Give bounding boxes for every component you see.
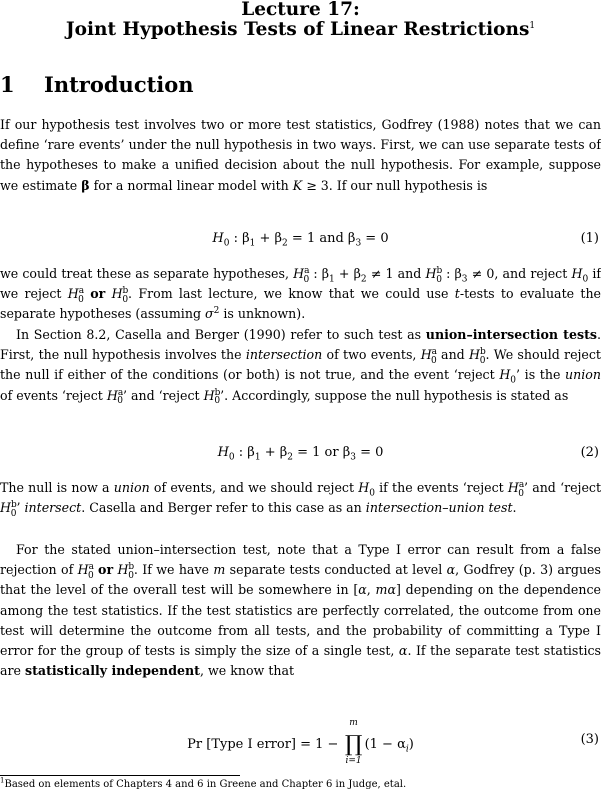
equation-3: Pr [Type I error] = 1 − m ∏ i=1 $(1 - \alpha_i)$ (3) — [187, 718, 599, 766]
equation-3-number: (3) — [580, 732, 599, 747]
equation-1: $H_0$ : $\beta_1 + \beta_2 = 1$ and $\beta_3 = 0$ (1) — [212, 231, 599, 249]
lecture-number: Lecture 17: — [241, 0, 360, 20]
section-title: Introduction — [44, 72, 194, 97]
lecture-title — [0, 20, 601, 39]
equation-1-number: (1) — [580, 231, 599, 246]
paragraph-5: For the stated union–intersection test, note that a Type I error can result from a false rejection of $H^a_0$ or $H^b_0$. If we have m separate tests conducted at level α, Godfrey (p. 3) argues that the level of the overall test will be somewhere in [α, mα] depending on the dependence among the test statistics. If the test statistics are perfectly correlated, the outcome from one test will determine the outcome from all tests, and the probability of committing a Type I error for the group of tests is simply the size of a single test, α. If the separate test statistics are statistically independent, we know that — [0, 542, 601, 679]
footnote-rule — [0, 775, 240, 776]
footnote: $^1$Based on elements of Chapters 4 and 6 in Greene and Chapter 6 in Judge, etal. — [0, 776, 407, 790]
lecture-title-text: Joint Hypothesis Tests of Linear Restrictions — [65, 19, 530, 40]
equation-2: $H_0$ : $\beta_1 + \beta_2 = 1$ or $\beta_3 = 0$ (2) — [217, 445, 599, 463]
equation-2-number: (2) — [580, 445, 599, 460]
footnote-text: Based on elements of Chapters 4 and 6 in Greene and Chapter 6 in Judge, etal. — [4, 779, 407, 790]
title-footnote-mark: 1 — [529, 20, 536, 31]
paragraph-2: we could treat these as separate hypotheses, $H^a_0$ : $\beta_1 + \beta_2 \ne 1$ and $H^b_0$ : $\beta_3 \ne 0$, and reject $H_0$ if we reject $H^a_0$ or $H^b_0$. From last lecture, we know that we could use t-tests to evaluate the separate hypotheses (assuming $\sigma^2$ is unknown). — [0, 265, 601, 322]
section-number: 1 — [0, 72, 15, 97]
section-heading — [0, 72, 194, 97]
paragraph-3: In Section 8.2, Casella and Berger (1990) refer to such test as union–intersection tests. First, the null hypothesis involves the intersection of two events, $H^a_0$ and $H^b_0$. We should reject the null if either of the conditions (or both) is not true, and the event ‘reject $H_0$’ is the union of events ‘reject $H^a_0$’ and ‘reject $H^b_0$’. Accordingly, suppose the null hypothesis is stated as — [0, 327, 601, 407]
paragraph-4: The null is now a union of events, and we should reject $H_0$ if the events ‘reject $H^a_0$’ and ‘reject $H^b_0$’ intersect. Casella and Berger refer to this case as an intersection–union test. — [0, 479, 601, 519]
paragraph-1: If our hypothesis test involves two or more test statistics, Godfrey (1988) notes that we can define ‘rare events’ under the null hypothesis in two ways. First, we can use separate tests of the hypotheses to make a unified decision about the null hypothesis. For example, suppose we estimate β for a normal linear model with K ≥ 3. If our null hypothesis is — [0, 117, 601, 193]
product-symbol: ∏ — [344, 732, 363, 757]
